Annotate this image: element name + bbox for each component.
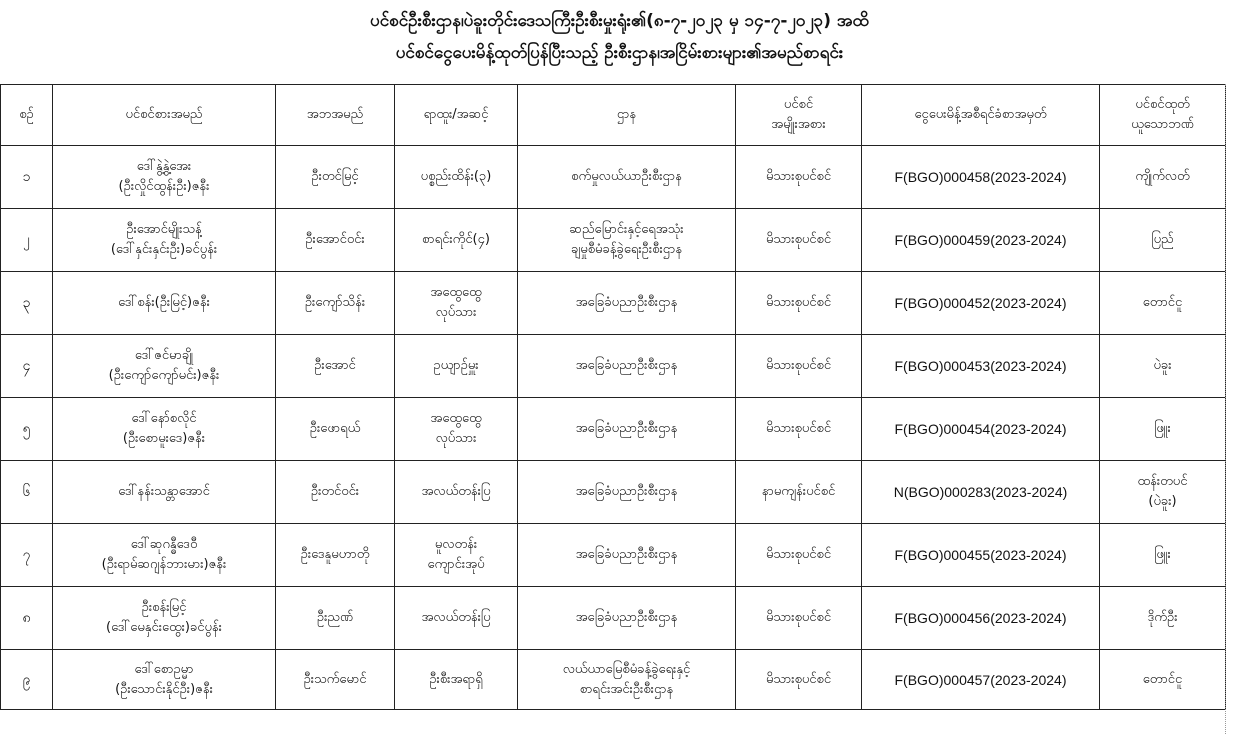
table-row: [1, 524, 1226, 587]
cell-township-line: ဖြူး: [1154, 421, 1171, 436]
cell-name: [53, 524, 276, 587]
header-type-line: အမျိုးအစား: [771, 117, 826, 132]
cell-rank-line: ပစ္စည်းထိန်း(၃): [420, 169, 492, 184]
cell-license: F(BGO)000457(2023-2024): [862, 650, 1100, 710]
cell-name: [53, 272, 276, 335]
cell-rank-line: အထွေထွေ: [430, 411, 482, 426]
cell-name-line: (ဦးလှိုင်ထွန်းဦး)ဇနီး: [118, 179, 210, 194]
cell-license: F(BGO)000452(2023-2024): [862, 272, 1100, 335]
cell-name-line: (ဒေါ်နှင်းနှင်းဦး)ခင်ပွန်း: [110, 242, 218, 257]
cell-rank-line: ဥယျာဉ်မှူး: [433, 358, 479, 373]
cell-township-line: တောင်ငူ: [1142, 671, 1183, 687]
cell-rank-line: ဦးစီးအရာရှိ: [429, 671, 483, 687]
cell-name: [53, 461, 276, 524]
cell-dept-line: ချမှုစီမံခန့်ခွဲရေးဦးစီးဌာန: [570, 242, 683, 257]
cell-township-line: ပြည်: [1151, 232, 1174, 247]
cell-rank: [395, 335, 518, 398]
header-dept: ဌာန: [518, 85, 736, 146]
table-row: [1, 335, 1226, 398]
cell-township: [1100, 335, 1226, 398]
cell-type: မိသားစုပင်စင်: [736, 524, 862, 587]
cell-license: F(BGO)000455(2023-2024): [862, 524, 1100, 587]
cell-father: [276, 587, 395, 650]
cell-rank: [395, 272, 518, 335]
cell-township-line: ထန်းတပင်: [1137, 474, 1188, 489]
cell-license: F(BGO)000453(2023-2024): [862, 335, 1100, 398]
cell-dept: [518, 398, 736, 461]
cell-dept-line: ဆည်မြောင်းနှင့်ရေအသုံး: [569, 222, 684, 237]
cell-father: [276, 650, 395, 710]
cell-father-line: ဦးဖောရယ်: [309, 421, 361, 436]
cell-type: နာမကျန်းပင်စင်: [736, 461, 862, 524]
cell-name-line: ဦးအောင်မျိုးသန့်: [126, 222, 202, 237]
document-title-line-2: ပင်စင်ငွေပေးမိန့်ထုတ်ပြန်ပြီးသည့် ဦးစီးဌာန၊အငြိမ်းစားများ၏အမည်စာရင်း: [395, 43, 844, 63]
cell-license: F(BGO)000459(2023-2024): [862, 209, 1100, 272]
cell-no: ၆: [1, 461, 53, 524]
cell-name: [53, 650, 276, 710]
cell-dept-line: လယ်ယာမြေစီမံခန့်ခွဲရေးနှင့်: [562, 661, 691, 677]
header-father: အဘအမည်: [276, 85, 395, 146]
cell-township: [1100, 209, 1226, 272]
cell-father: [276, 524, 395, 587]
cell-dept: [518, 335, 736, 398]
cell-dept-line: အခြေခံပညာဦးစီးဌာန: [575, 610, 678, 625]
cell-rank-line: လုပ်သား: [435, 305, 477, 320]
cell-township: [1100, 524, 1226, 587]
cell-type: မိသားစုပင်စင်: [736, 146, 862, 209]
cell-father-line: ဦးတင်မြင့်: [311, 169, 359, 184]
cell-dept: [518, 146, 736, 209]
cell-rank: [395, 524, 518, 587]
cell-township-line: ဖြူး: [1154, 547, 1171, 562]
cell-no: ၁: [1, 146, 53, 209]
cell-rank-line: လုပ်သား: [435, 431, 477, 446]
cell-father: [276, 461, 395, 524]
table-row: [1, 461, 1226, 524]
cell-father-line: ဦးအောင်: [314, 358, 356, 373]
cell-license: F(BGO)000456(2023-2024): [862, 587, 1100, 650]
cell-dept: [518, 272, 736, 335]
cell-no: ၉: [1, 650, 53, 710]
cell-no: ၄: [1, 335, 53, 398]
cell-name-line: (ဦးကျော်ကျော်မင်း)ဇနီး: [108, 368, 220, 383]
cell-name-line: ဒေါ်နန်းသန္တာအောင်: [118, 484, 210, 499]
table-header-row: [1, 85, 1226, 146]
cell-name: [53, 146, 276, 209]
cell-dept-line: အခြေခံပညာဦးစီးဌာန: [575, 547, 678, 562]
table-row: [1, 398, 1226, 461]
header-township-line: ပင်စင်ထုတ်: [1135, 97, 1190, 112]
cell-license: F(BGO)000454(2023-2024): [862, 398, 1100, 461]
cell-name-line: ဦးစန်းမြင့်: [141, 600, 187, 615]
header-township: [1100, 85, 1226, 146]
cell-name-line: ဒေါ်စောဥမ္မာ: [134, 661, 194, 677]
cell-no: ၃: [1, 272, 53, 335]
cell-township-line: (ပဲခူး): [1148, 494, 1177, 509]
cell-rank-line: အလယ်တန်းပြ: [421, 484, 491, 499]
cell-dept-line: အခြေခံပညာဦးစီးဌာန: [575, 484, 678, 499]
cell-name: [53, 398, 276, 461]
cell-name-line: (ဒေါ်မေနှင်းထွေး)ခင်ပွန်း: [106, 620, 222, 635]
cell-dept-line: အခြေခံပညာဦးစီးဌာန: [575, 358, 678, 373]
table-row: [1, 587, 1226, 650]
header-township-line: ယူသောဘဏ်: [1131, 117, 1194, 132]
cell-father: [276, 146, 395, 209]
cell-type: မိသားစုပင်စင်: [736, 335, 862, 398]
cell-name-line: ဒေါ်ဇင်မာချို: [134, 348, 194, 363]
cell-dept-line: စက်မှုလယ်ယာဦးစီးဌာန: [571, 169, 682, 184]
cell-father: [276, 272, 395, 335]
cell-township: [1100, 272, 1226, 335]
cell-rank: [395, 650, 518, 710]
cell-type: မိသားစုပင်စင်: [736, 209, 862, 272]
cell-name-line: (ဦးရာမ်ဆဂျန်ဘားမား)ဇနီး: [101, 557, 227, 572]
cell-dept-line: စာရင်းအင်းဦးစီးဌာန: [579, 681, 674, 697]
document-title-line-1: ပင်စင်ဦးစီးဌာန၊ပဲခူးတိုင်းဒေသကြီးဦးစီးမှုးရုံး၏(၈-၇-၂၀၂၃ မှ ၁၄-၇-၂၀၂၃) အထိ: [370, 11, 869, 31]
cell-rank-line: စာရင်းကိုင်(၄): [421, 232, 491, 247]
header-name: ပင်စင်စားအမည်: [53, 85, 276, 146]
cell-no: ၂: [1, 209, 53, 272]
table-row: [1, 272, 1226, 335]
cell-township: [1100, 146, 1226, 209]
cell-dept-line: အခြေခံပညာဦးစီးဌာန: [575, 421, 678, 436]
cell-father-line: ဦးဒေနူမဟာတို: [300, 547, 370, 562]
cell-no: ၇: [1, 524, 53, 587]
cell-dept: [518, 461, 736, 524]
header-rank: ရာထူး/အဆင့်: [395, 85, 518, 146]
cell-rank: [395, 209, 518, 272]
cell-township-line: ကျိုက်လတ်: [1135, 169, 1190, 184]
cell-no: ၅: [1, 398, 53, 461]
cell-dept: [518, 650, 736, 710]
pension-table: [0, 84, 1226, 710]
cell-rank: [395, 587, 518, 650]
cell-name-line: (ဦးသောင်းနိုင်ဦး)ဇနီး: [115, 681, 213, 697]
cell-license: N(BGO)000283(2023-2024): [862, 461, 1100, 524]
cell-township-line: ဒိုက်ဦး: [1147, 610, 1178, 625]
cell-father-line: ဦးအောင်ဝင်း: [305, 232, 365, 247]
cell-township: [1100, 650, 1226, 710]
cell-township: [1100, 587, 1226, 650]
cell-name: [53, 587, 276, 650]
cell-name-line: (ဦးစောမူးဒေ)ဇနီး: [122, 431, 206, 446]
cell-dept: [518, 587, 736, 650]
cell-rank-line: အလယ်တန်းပြ: [421, 610, 491, 625]
header-no: စဉ်: [1, 85, 53, 146]
cell-township: [1100, 398, 1226, 461]
cell-father-line: ဦးတင်ဝင်း: [310, 484, 360, 499]
cell-father: [276, 398, 395, 461]
cell-dept: [518, 524, 736, 587]
cell-rank: [395, 461, 518, 524]
cell-type: မိသားစုပင်စင်: [736, 650, 862, 710]
cell-rank-line: မူလတန်း: [434, 537, 478, 552]
cell-rank-line: အထွေထွေ: [430, 285, 482, 300]
cell-name: [53, 335, 276, 398]
cell-name-line: ဒေါ်ဆုဂန္ဓီဒေဝီ: [130, 537, 198, 552]
cell-type: မိသားစုပင်စင်: [736, 398, 862, 461]
cell-father-line: ဦးသက်မောင်: [303, 671, 367, 687]
cell-father: [276, 209, 395, 272]
cell-township: [1100, 461, 1226, 524]
cell-father-line: ဦးညဏ်: [316, 610, 354, 625]
cell-father-line: ဦးကျော်သိန်း: [304, 295, 366, 310]
cell-father: [276, 335, 395, 398]
cell-township-line: တောင်ငူ: [1142, 295, 1183, 310]
sheet-edge: [1225, 84, 1239, 734]
cell-rank-line: ကျောင်းအုပ်: [427, 557, 485, 572]
cell-no: ၈: [1, 587, 53, 650]
cell-name-line: ဒေါ်နွဲ့နွဲ့အေး: [136, 159, 192, 174]
header-type: [736, 85, 862, 146]
cell-rank: [395, 398, 518, 461]
cell-name: [53, 209, 276, 272]
cell-type: မိသားစုပင်စင်: [736, 272, 862, 335]
header-type-line: ပင်စင်: [783, 97, 814, 112]
table-row: [1, 209, 1226, 272]
cell-rank: [395, 146, 518, 209]
table-row: [1, 146, 1226, 209]
cell-dept: [518, 209, 736, 272]
cell-township-line: ပဲခူး: [1153, 358, 1172, 373]
table-row: [1, 650, 1226, 710]
cell-dept-line: အခြေခံပညာဦးစီးဌာန: [575, 295, 678, 310]
header-license: ငွေပေးမိန့်အစီရင်ခံစာအမှတ်: [862, 85, 1100, 146]
cell-name-line: ဒေါ်နော်စလိုင်: [131, 411, 197, 426]
cell-license: F(BGO)000458(2023-2024): [862, 146, 1100, 209]
cell-name-line: ဒေါ်စန်း(ဦးမြင့်)ဇနီး: [118, 295, 210, 310]
cell-type: မိသားစုပင်စင်: [736, 587, 862, 650]
